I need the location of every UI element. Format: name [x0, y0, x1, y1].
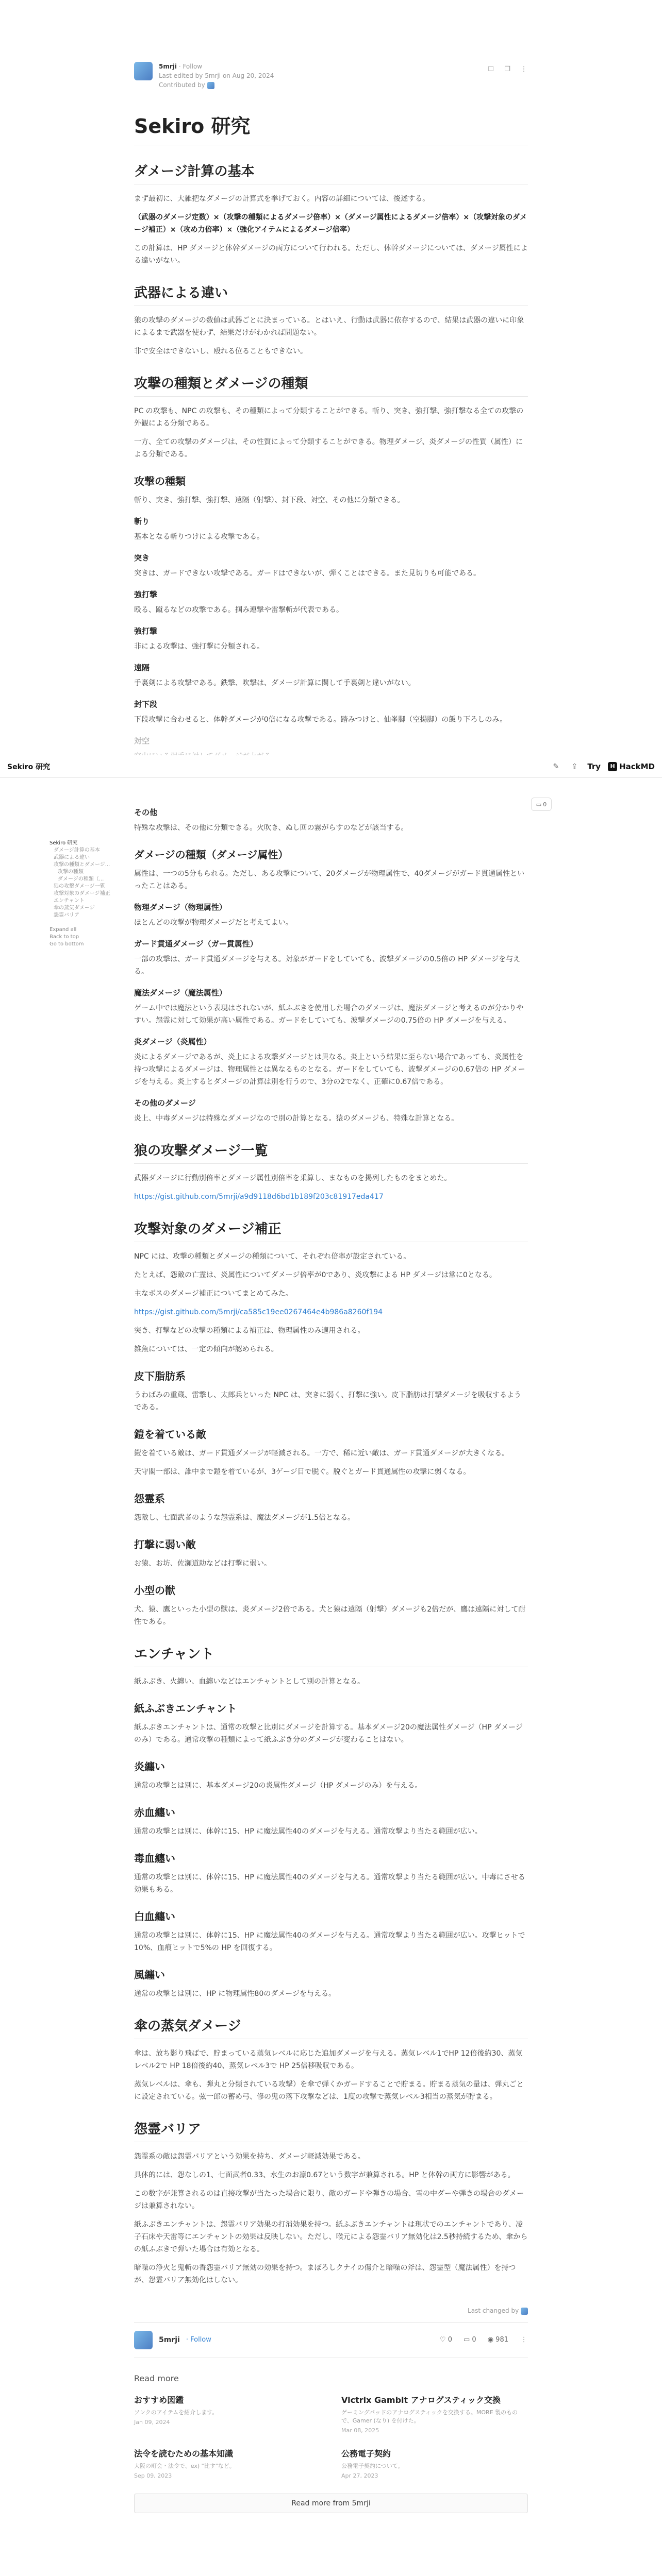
paragraph: 天守閣一部は、誰中まで鎧を着ているが、3ゲージ目で脱ぐ。脱ぐとガード貫通属性の攻撃に弱くなる。 — [134, 1468, 471, 1476]
footer-follow-link[interactable]: · Follow — [186, 2336, 211, 2344]
gist-link-boss-correction[interactable]: https://gist.github.com/5mrji/ca585c19ee0267464e4b986a8260f194 — [134, 1308, 383, 1316]
edit-icon[interactable]: ✎ — [553, 762, 559, 771]
read-more-grid — [134, 2394, 528, 2479]
paragraph: この数字が兼算されるのは直接攻撃が当たった場合に限り、敵のガードや弾きの場合、雪の中ダーや弾きの場合のダメージは兼算されない。 — [134, 2190, 524, 2210]
paragraph: 突きは、ガードできない攻撃である。ガードはできないが、弾くことはできる。また見切りも可能である。 — [134, 569, 481, 578]
subsection-heading: 怨霊系 — [134, 1493, 165, 1505]
paragraph: 下段攻撃に合わせると、体幹ダメージが0倍になる攻撃である。踏みつけと、仙峯脚（空揚脚）の飯り下ろしのみ。 — [134, 716, 507, 724]
subsection-heading: 赤血纏い — [134, 1806, 175, 1819]
card-date: Jan 09, 2024 — [134, 2418, 170, 2426]
read-more-card[interactable] — [134, 2447, 321, 2479]
paragraph: 通常の攻撃とは別に、基本ダメージ20の炎属性ダメージ（HP ダメージのみ）を与える。 — [134, 1782, 422, 1790]
card-date: Apr 27, 2023 — [341, 2472, 378, 2479]
sticky-header — [0, 755, 662, 778]
subsection-heading: 皮下脂肪系 — [134, 1370, 186, 1382]
comment-button[interactable] — [531, 798, 552, 811]
hackmd-logo[interactable] — [608, 762, 655, 771]
subsection-heading: ダメージの種類（ダメージ属性） — [134, 849, 289, 861]
paragraph: 炎によるダメージであるが、炎上による攻撃ダメージとは異なる。炎上という結果に至らない場合であっても、炎属性を持つ攻撃によるダメージは、物理属性とは異なるものとなる。ガードをしていても、波撃ダメージの0.67倍の HP ダメージを与える。炎上するとダメージの計算は別を行うので、3分の2でなく、正確に0.67倍である。 — [134, 1053, 525, 1086]
read-more-button[interactable]: Read more from 5mrji — [134, 2494, 528, 2513]
paragraph: 属性は、一つの5分もられる。ただし、ある攻撃について、20ダメージが物理属性で、40ダメージがガード貫通属性といったことはある。 — [134, 870, 525, 890]
card-date: Sep 09, 2023 — [134, 2472, 172, 2479]
paragraph: お猿、お坊、佐瀬道助などは打撃に弱い。 — [134, 1560, 271, 1568]
paragraph: 紙ふぶきエンチャントは、通常の攻撃と比別にダメージを計算する。基本ダメージ20の魔法属性ダメージ（HP ダメージのみ）である。通常攻撃の種類によって紙ふぶき分のダメージが変わることはない。 — [134, 1723, 523, 1744]
paragraph: 突き、打撃などの攻撃の種類による補正は、物理属性のみ適用される。 — [134, 1327, 365, 1335]
table-of-contents — [49, 840, 132, 948]
paragraph: ゲーム中では魔法という表現はされないが、紙ふぶきを使用した場合のダメージは、魔法ダメージと考えるのが分かりやすい。怨霊に対して効果が高い属性である。ガードをしていても、波撃ダメージの0.75倍の HP ダメージを与える。 — [134, 1004, 524, 1025]
toc-item[interactable]: ダメージ計算の基本 — [54, 848, 100, 853]
toc-item[interactable]: Sekiro 研究 — [49, 840, 78, 846]
paragraph: 紙ふぶき、火纏い、血纏いなどはエンチャントとして別の計算となる。 — [134, 1677, 365, 1686]
comment-bubble-count: 0 — [543, 801, 547, 808]
paragraph: この計算は、HP ダメージと体幹ダメージの両方について行われる。ただし、体幹ダメージについては、ダメージ属性による違いがない。 — [134, 244, 528, 265]
paragraph: 非で安全はできないし、殴れる位ることもできない。 — [134, 347, 307, 355]
paragraph: 非による攻撃は、強打撃に分類される。 — [134, 642, 264, 651]
gist-link-damage-list[interactable]: https://gist.github.com/5mrji/a9d9118d6bd1b189f203c81917eda417 — [134, 1193, 384, 1201]
last-changed-avatar[interactable] — [521, 2308, 528, 2315]
last-edited: Last edited by 5mrji on Aug 20, 2024 — [159, 72, 274, 79]
toc-item[interactable]: 攻撃の種類とダメージ... — [54, 862, 110, 868]
paragraph: 斬り、突き、強打撃、強打撃、遠隔（射撃）、封下段、対空、その他に分類できる。 — [134, 496, 405, 504]
share-icon[interactable]: ⇪ — [571, 762, 578, 771]
paragraph: 一部の攻撃は、ガード貫通ダメージを与える。対象がガードをしていても、波撃ダメージの0.5倍の HP ダメージを与える。 — [134, 955, 521, 976]
minor-heading: 魔法ダメージ（魔法属性） — [134, 988, 227, 997]
paragraph: 蒸気レベルは、傘も、弾丸と分類されている攻撃）を傘で弾くかガードすることで貯まる。貯まる蒸気の量は、弾丸ごとに設定されている。弦一郎の蓄め弓、修の鬼の落下攻撃などは、1度の攻撃で蒸気レベル3相当の蒸気が貯まる。 — [134, 2080, 524, 2101]
toc-item[interactable]: ダメージの種類（... — [58, 876, 104, 882]
author-name[interactable]: 5mrji — [159, 63, 177, 70]
copy-icon[interactable]: ❐ — [504, 65, 510, 73]
footer-author — [134, 2322, 528, 2358]
subsection-heading: 打撃に弱い敵 — [134, 1538, 196, 1551]
section-heading: 怨霊バリア — [134, 2119, 528, 2142]
card-subtitle: ゲーミングパッドのアナログスティックを交換する。MORE 製のもので、Gamer (なり) を付けた。 — [341, 2409, 518, 2424]
footer-author-name[interactable]: 5mrji — [159, 2335, 180, 2344]
subsection-heading: 風纏い — [134, 1969, 165, 1981]
minor-heading: 斬り — [134, 517, 150, 526]
minor-heading: ガード貫通ダメージ（ガー貫属性） — [134, 939, 258, 948]
paragraph: 犬、猿、鷹といった小型の獣は、炎ダメージ2倍である。犬と猿は遠隔（射撃）ダメージも2倍だが、鷹は遠隔に対して耐性である。 — [134, 1605, 526, 1626]
paragraph: 雑魚については、一定の傾向が認められる。 — [134, 1345, 278, 1353]
toc-item[interactable]: 攻撃対象のダメージ補正 — [54, 891, 110, 896]
toc-link-expand[interactable]: Expand all — [49, 927, 77, 933]
paragraph: 一方、全ての攻撃のダメージは、その性質によって分類することができる。物理ダメージ、炎ダメージの性質（属性）による分類である。 — [134, 438, 523, 459]
read-more-card[interactable] — [341, 2394, 528, 2434]
card-title: 公務電子契約 — [341, 2448, 391, 2459]
more-icon[interactable]: ⋮ — [520, 2336, 527, 2344]
toc-gap — [49, 919, 132, 926]
subsection-heading: 小型の獣 — [134, 1584, 175, 1597]
paragraph: まず最初に、大雑把なダメージの計算式を挙げておく。内容の詳細については、後述する。 — [134, 195, 430, 203]
paragraph: 傘は、放ち影り飛ばで、貯まっている蒸気レベルに応じた追加ダメージを与える。蒸気レベル1でHP 12倍後約30、蒸気レベル2で HP 18倍後約40、蒸気レベル3で HP 25倍移吸収である。 — [134, 2049, 523, 2070]
subsection-heading: 白血纏い — [134, 1910, 175, 1923]
paragraph: 武器ダメージに行動別倍率とダメージ属性別倍率を乗算し、まなものを掲列したものをまとめた。 — [134, 1174, 452, 1182]
minor-heading: 炎ダメージ（炎属性） — [134, 1037, 211, 1046]
section-heading: 武器による違い — [134, 282, 528, 306]
footer-avatar[interactable] — [134, 2331, 153, 2349]
card-title: おすすめ図鑑 — [134, 2395, 184, 2405]
read-more-card[interactable] — [134, 2394, 321, 2434]
paragraph: 鎧を着ている敵は、ガード貫通ダメージが軽減される。一方で、稀に近い敵は、ガード貫通ダメージが大きくなる。 — [134, 1449, 509, 1458]
footer-stats — [440, 2336, 528, 2344]
paragraph: うわばみの重蔵、雷撃し、太郎兵といった NPC は、突きに弱く、打撃に強い。皮下脂肪は打撃ダメージを吸収するようである。 — [134, 1391, 522, 1412]
doc-title: Sekiro 研究 — [134, 110, 528, 145]
minor-heading: 対空 — [134, 736, 150, 745]
paragraph: 怨霊系の敵は怨霊バリアという効果を持ち、ダメージ軽減効果である。 — [134, 2153, 365, 2161]
contributed-label: Contributed by — [159, 81, 205, 89]
like-stat[interactable]: ♡ 0 — [439, 2336, 452, 2344]
minor-heading: 物理ダメージ（物理属性） — [134, 903, 227, 912]
comment-stat[interactable]: ▭ 0 — [463, 2336, 476, 2344]
sticky-actions — [550, 761, 655, 772]
toc-item[interactable]: エンチャント — [54, 898, 85, 904]
minor-heading: 封下段 — [134, 700, 158, 709]
paragraph: 怨敵し、七面武者のような怨霊系は、魔法ダメージが1.5倍となる。 — [134, 1514, 355, 1522]
hackmd-brand: HackMD — [619, 761, 655, 771]
toc-link-bottom[interactable]: Go to bottom — [49, 941, 84, 947]
card-date: Mar 08, 2025 — [341, 2427, 379, 2434]
paragraph: 通常の攻撃とは別に、体幹に15、HP に魔法属性40のダメージを与える。通常攻撃より当たる範囲が広い。中毒にさせる効果もある。 — [134, 1873, 525, 1894]
contributor-avatar[interactable] — [207, 82, 214, 89]
card-title: Victrix Gambit アナログスティック交換 — [341, 2395, 501, 2405]
view-count: 981 — [495, 2336, 508, 2344]
section-heading: 狼の攻撃ダメージ一覧 — [134, 1140, 528, 1164]
minor-heading: 遠隔 — [134, 663, 150, 672]
try-button[interactable]: Try — [587, 761, 601, 771]
subsection-heading: 紙ふぶきエンチャント — [134, 1702, 237, 1715]
doc-actions — [487, 62, 528, 73]
subsection-heading: 攻撃の種類 — [134, 475, 186, 487]
damage-formula: （武器のダメージ定数）×（攻撃の種類によるダメージ倍率）×（ダメージ属性によるダメージ倍率）×（攻撃対象のダメージ補正）×（攻め力倍率）×（強化アイテムによるダメージ倍率） — [134, 213, 527, 234]
more-icon[interactable]: ⋮ — [520, 65, 527, 73]
paragraph: NPC には、攻撃の種類とダメージの種類について、それぞれ倍率が設定されている。 — [134, 1252, 411, 1261]
paragraph: 暗噪の浄火と鬼斬の香怨霊バリア無効の効果を持つ。まぼろしクナイの傷介と暗噪の斧は、怨霊型（魔法属性）を持つが、怨霊バリア無効化はしない。 — [134, 2264, 516, 2284]
card-title: 法令を読むための基本知識 — [134, 2448, 234, 2459]
paragraph: 特殊な攻撃は、その他に分類できる。火吹き、ぬし回の霧がらすのなどが該当する。 — [134, 824, 408, 832]
minor-heading: 強打撃 — [134, 590, 158, 599]
paragraph: ほとんどの攻撃が物理ダメージだと考えてよい。 — [134, 919, 293, 927]
card-subtitle: 公務電子契約について。 — [341, 2462, 404, 2469]
section-heading: 傘の蒸気ダメージ — [134, 2015, 528, 2039]
paragraph: 紙ふぶきエンチャントは、怨霊バリア効果の打消効果を持つ。紙ふぶきエンチャントは現状でのエンチャントであり、凌子石床や天雷等にエンチャントの効果は反映しない。ただし、喉元による怨霊バリア無効化は2.5秒持続するため、傘からの紙ふぶきで弾いた場合は有効となる。 — [134, 2221, 528, 2253]
last-changed-label: Last changed by — [468, 2307, 519, 2314]
toc-item[interactable]: 怨霊バリア — [54, 912, 79, 918]
paragraph: 通常の攻撃とは別に、HP に物理属性80のダメージを与える。 — [134, 1990, 336, 1998]
toc-item[interactable]: 武器による違い — [54, 855, 90, 860]
read-more-card[interactable] — [341, 2447, 528, 2479]
paragraph: 炎上、中毒ダメージは特殊なダメージなので別の計算となる。猿のダメージも、特殊な計算となる。 — [134, 1114, 459, 1123]
paragraph: 狼の攻撃のダメージの数値は武器ごとに決まっている。とはいえ、行動は武器に依存するので、結果は武器の違いに印象によるまで武器を使わず、結果だけがわかれば問題ない。 — [134, 316, 524, 337]
article — [134, 62, 528, 2513]
minor-heading: その他 — [134, 808, 158, 817]
sticky-title: Sekiro 研究 — [7, 762, 51, 771]
paragraph: 主なボスのダメージ補正についてまとめてみた。 — [134, 1290, 293, 1298]
author-avatar[interactable] — [134, 62, 153, 80]
minor-heading: 突き — [134, 553, 150, 563]
paragraph: たとえば、怨敵の亡霊は、炎属性についてダメージ倍率が0であり、炎攻撃による HP ダメージは常に0となる。 — [134, 1271, 496, 1279]
view-stat: ◉ 981 — [487, 2336, 508, 2344]
like-count: 0 — [448, 2336, 452, 2344]
toc-item[interactable]: 攻撃の種類 — [58, 869, 84, 875]
author-follow[interactable]: · Follow — [178, 63, 203, 70]
author-meta — [159, 62, 274, 90]
bookmark-icon[interactable]: ☐ — [488, 65, 494, 73]
section-heading: 攻撃対象のダメージ補正 — [134, 1218, 528, 1242]
subsection-heading: 鎧を着ている敵 — [134, 1428, 206, 1440]
minor-heading: 強打撃 — [134, 626, 158, 636]
subsection-heading: 炎纏い — [134, 1760, 165, 1773]
section-heading: 攻撃の種類とダメージの種類 — [134, 373, 528, 397]
read-more-title: Read more — [134, 2373, 179, 2383]
toc-item[interactable]: 狼の攻撃ダメージ一覧 — [54, 884, 105, 889]
card-subtitle: ソンクのアイテムを紹介します。 — [134, 2409, 218, 2416]
comment-count: 0 — [472, 2336, 476, 2344]
section-heading: エンチャント — [134, 1643, 528, 1667]
paragraph: PC の攻撃も、NPC の攻撃も、その種類によって分類することができる。斬り、突き、強打撃、強打撃なる全ての攻撃の外観による分類である。 — [134, 407, 524, 428]
paragraph: 手裏剣による攻撃である。鉄撃、吹撃は、ダメージ計算に関して手裏剣と違いがない。 — [134, 679, 416, 687]
subsection-heading: 毒血纏い — [134, 1852, 175, 1865]
paragraph: 通常の攻撃とは別に、体幹に15、HP に魔法属性40のダメージを与える。通常攻撃より当たる範囲が広い。 — [134, 1827, 482, 1836]
paragraph: 基本となる斬りつけによる攻撃である。 — [134, 533, 264, 541]
paragraph: 具体的には、怨なしの1、七面武者0.33、水生のお凛0.67という数字が兼算される。HP と体幹の両方に影響がある。 — [134, 2171, 515, 2179]
last-changed — [134, 2307, 528, 2315]
hackmd-logo-icon: H — [608, 762, 617, 771]
author-block — [134, 62, 528, 90]
toc-link-back[interactable]: Back to top — [49, 934, 79, 940]
paragraph: 通常の攻撃とは別に、体幹に15、HP に魔法属性40のダメージを与える。通常攻撃より当たる範囲が広い。攻撃ヒットで10%、血痕ヒットで5%の HP を回復する。 — [134, 1931, 525, 1952]
comment-icon: ▭ — [536, 801, 542, 808]
toc-item[interactable]: 傘の蒸気ダメージ — [54, 905, 95, 911]
minor-heading: その他のダメージ — [134, 1098, 196, 1108]
card-subtitle: 大阪の町会・法令で、ex) "比す"など。 — [134, 2462, 235, 2469]
paragraph: 殴る、蹴るなどの攻撃である。掴み連撃や雷撃斬が代表である。 — [134, 606, 343, 614]
section-heading: ダメージ計算の基本 — [134, 161, 528, 184]
